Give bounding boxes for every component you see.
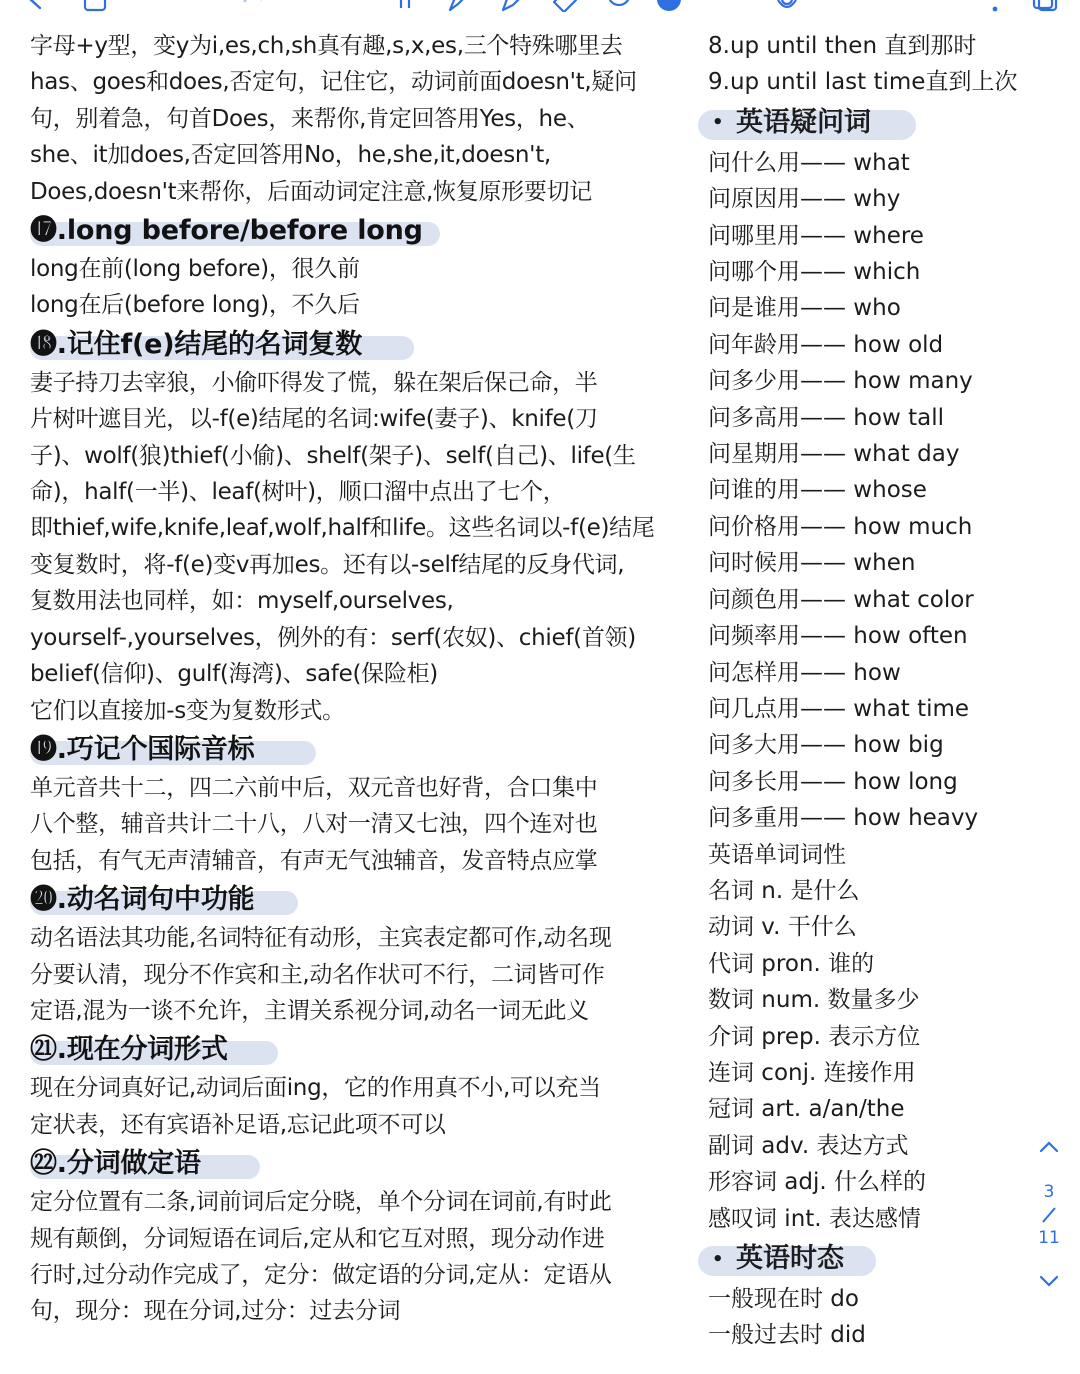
text-line: yourself-,yourselves，例外的有：serf(农奴)、chief(首领): [30, 624, 636, 651]
list-item: 数词 num. 数量多少: [708, 987, 920, 1014]
section-heading-20: [30, 880, 698, 920]
tenses-heading: [698, 1237, 1028, 1281]
text-line: 规有颠倒，分词短语在词后,定从和它互对照，现分动作进: [30, 1225, 605, 1252]
list-item: 动词 v. 干什么: [708, 914, 857, 941]
text-line: she、it加does,否定回答用No，he,she,it,doesn't,: [30, 142, 551, 169]
text-line: 八个整，辅音共计二十八，八对一清又七浊，四个连对也: [30, 811, 598, 838]
list-item: 一般过去时 did: [708, 1322, 866, 1349]
list-item: 感叹词 int. 表达感情: [708, 1205, 921, 1232]
section-title: ⓲.记住f(e)结尾的名词复数: [30, 328, 362, 360]
list-item: 问多大用—— how big: [708, 732, 944, 759]
list-item: 名词 n. 是什么: [708, 877, 860, 904]
document-page: [30, 28, 1030, 1374]
text-line: 定分位置有二条,词前词后定分晓，单个分词在词前,有时此: [30, 1189, 612, 1216]
text-line: 句，现分：现在分词,过分：过去分词: [30, 1298, 401, 1325]
section-heading-18: [30, 325, 698, 365]
parts-of-speech-list: [708, 837, 1028, 1237]
list-item: 问多高用—— how tall: [708, 404, 944, 431]
list-item: 冠词 art. a/an/the: [708, 1096, 905, 1123]
list-item: 问谁的用—— whose: [708, 477, 927, 504]
text-line: 单元音共十二，四二六前中后，双元音也好背，合口集中: [30, 774, 598, 801]
text-line: 分要认清，现分不作宾和主,动名作状可不行，二词皆可作: [30, 961, 605, 988]
list-item: 一般现在时 do: [708, 1286, 859, 1312]
page-separator-icon: [1040, 1206, 1058, 1224]
list-item: 问原因用—— why: [708, 186, 901, 213]
heading-text: 英语疑问词: [736, 106, 871, 138]
question-words-heading: [698, 101, 1028, 145]
page-navigator: [1030, 1132, 1070, 1302]
more-icon[interactable]: [982, 0, 1008, 12]
text-line: Does,doesn't来帮你，后面动词定注意,恢复原形要切记: [30, 178, 592, 205]
tenses-list: [708, 1281, 1028, 1354]
list-item: 问时候用—— when: [708, 550, 916, 577]
question-words-list: [708, 145, 1028, 837]
text-line: 包括，有气无声清辅音，有声无气浊辅音，发音特点应掌: [30, 847, 598, 874]
text-line: 定状表，还有宾语补足语,忘记此项不可以: [30, 1111, 446, 1138]
pointer-tool-icon[interactable]: [392, 0, 418, 12]
text-line: 复数用法也同样，如：myself,ourselves,: [30, 588, 454, 615]
redo-icon[interactable]: [240, 0, 266, 12]
pen-icon[interactable]: [446, 0, 472, 12]
text-line: 即thief,wife,knife,leaf,wolf,half和life。这些名词以-f(e)结尾: [30, 515, 655, 542]
list-item: 连词 conj. 连接作用: [708, 1059, 916, 1086]
list-item: 问年龄用—— how old: [708, 331, 944, 358]
list-item: 代词 pron. 谁的: [708, 950, 875, 977]
text-line: 妻子持刀去宰狼，小偷吓得发了慌，躲在架后保己命，半: [30, 369, 598, 396]
list-item: 问几点用—— what time: [708, 695, 970, 722]
list-item: 问哪里用—— where: [708, 222, 924, 249]
bullet-icon: •: [712, 1248, 724, 1270]
list-item: 形容词 adj. 什么样的: [708, 1169, 927, 1196]
list-item: 问什么用—— what: [708, 149, 910, 176]
microphone-icon[interactable]: [774, 0, 800, 12]
left-column: [30, 28, 698, 1330]
eraser-icon[interactable]: [552, 0, 578, 12]
right-column: [708, 28, 1028, 1354]
pencil-icon[interactable]: [500, 0, 526, 12]
text-line: 子)、wolf(狼)thief(小偷)、shelf(架子)、self(自己)、life(生: [30, 442, 636, 469]
section-title: ⓱.long before/before long: [30, 215, 423, 247]
list-item: 英语单词词性: [708, 841, 846, 868]
list-item: 问哪个用—— which: [708, 259, 921, 286]
section-title: ⓴.动名词句中功能: [30, 884, 255, 916]
chevron-down-icon[interactable]: [1038, 1270, 1060, 1292]
text-line: 命)，half(一半)、leaf(树叶)，顺口溜中点出了七个，: [30, 479, 566, 506]
text-line: 8.up until then 直到那时: [708, 33, 977, 59]
text-line: 字母+y型，变y为i,es,ch,sh真有趣,s,x,es,三个特殊哪里去: [30, 33, 623, 59]
text-line: long在后(before long)，不久后: [30, 292, 360, 319]
annotation-toolbar: [0, 0, 1080, 24]
current-page-number: 3: [1043, 1182, 1055, 1202]
text-line: 它们以直接加-s变为复数形式。: [30, 697, 345, 724]
list-item: 问多少用—— how many: [708, 368, 973, 395]
text-line: 现在分词真好记,动词后面ing，它的作用真不小,可以充当: [30, 1075, 601, 1102]
text-line: 行时,过分动作完成了，定分：做定语的分词,定从：定语从: [30, 1261, 612, 1288]
list-item: 问多重用—— how heavy: [708, 805, 979, 832]
list-item: 介词 prep. 表示方位: [708, 1023, 921, 1050]
list-item: 问星期用—— what day: [708, 441, 960, 468]
text-line: has、goes和does,否定句，记住它，动词前面doesn't,疑问: [30, 69, 637, 96]
text-line: 变复数时，将-f(e)变v再加es。还有以-self结尾的反身代词,: [30, 551, 625, 578]
total-pages-number: 11: [1038, 1228, 1060, 1248]
list-item: 问怎样用—— how: [708, 659, 901, 686]
text-line: 动名语法其功能,名词特征有动形，主宾表定都可作,动名现: [30, 925, 612, 952]
intro-paragraph: [30, 28, 698, 210]
section-title: ⓳.巧记个国际音标: [30, 733, 255, 765]
back-arrow-icon[interactable]: [22, 0, 48, 12]
list-item: 副词 adv. 表达方式: [708, 1132, 909, 1159]
section-title: ㉑.现在分词形式: [30, 1034, 228, 1066]
section-heading-19: [30, 730, 698, 770]
list-item: 问颜色用—— what color: [708, 586, 974, 613]
section-title: ㉒.分词做定语: [30, 1148, 201, 1180]
color-picker-icon[interactable]: [656, 0, 682, 12]
text-line: 9.up until last time直到上次: [708, 69, 1018, 96]
list-item: 问频率用—— how often: [708, 623, 968, 650]
heading-text: 英语时态: [736, 1243, 844, 1274]
text-line: 片树叶遮目光，以-f(e)结尾的名词:wife(妻子)、knife(刀: [30, 406, 598, 433]
list-item: 问价格用—— how much: [708, 513, 973, 540]
bullet-icon: •: [712, 112, 724, 134]
lasso-icon[interactable]: [606, 0, 632, 12]
section-heading-21: [30, 1030, 698, 1070]
section-heading-22: [30, 1144, 698, 1184]
text-line: 定语,混为一谈不允许，主谓关系视分词,动名一词无此义: [30, 997, 589, 1024]
document-icon[interactable]: [82, 0, 108, 12]
chevron-up-icon[interactable]: [1038, 1136, 1060, 1158]
pages-icon[interactable]: [1032, 0, 1058, 12]
text-line: belief(信仰)、gulf(海湾)、safe(保险柜): [30, 661, 438, 688]
text-line: long在前(long before)，很久前: [30, 256, 360, 283]
list-item: 问是谁用—— who: [708, 295, 901, 322]
list-item: 问多长用—— how long: [708, 768, 958, 795]
section-heading-17: [30, 211, 698, 251]
text-line: 句，别着急，句首Does，来帮你,肯定回答用Yes，he、: [30, 105, 590, 132]
